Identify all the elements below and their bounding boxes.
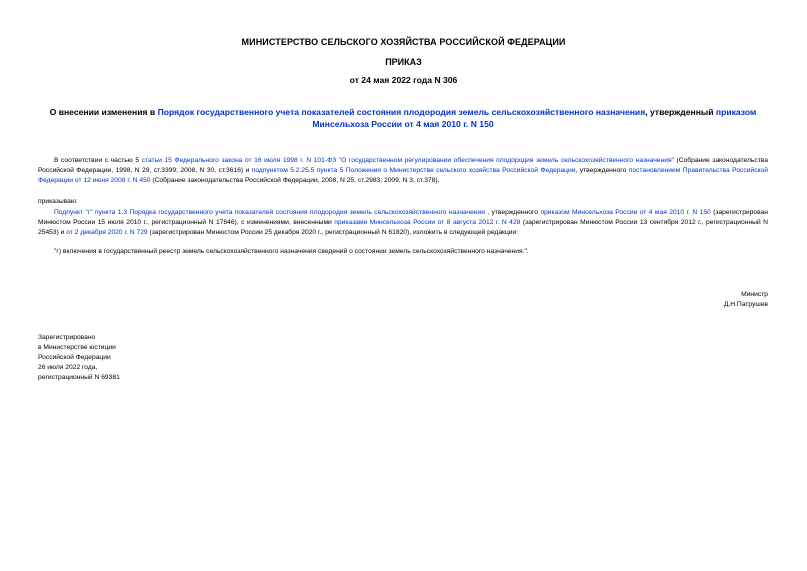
registration-line: в Министерстве юстиции — [38, 344, 116, 351]
title-link-order[interactable]: приказом — [715, 107, 757, 117]
document-title — [36, 106, 770, 130]
registration-line: регистрационный N 69381 — [38, 374, 120, 381]
registration-line: Российской Федерации — [38, 354, 111, 361]
title-text-2: , утвержденный — [645, 107, 716, 117]
p1-text-4: (Собрание законодательства Российской Федерации, 2008, N 25, ст.2983; 2009, N 3, ст.378), — [150, 177, 440, 184]
paragraph-basis — [38, 156, 768, 186]
doc-type-heading: ПРИКАЗ — [385, 57, 422, 67]
p1-text-3: , утвержденного — [575, 167, 629, 174]
p1-text-2: (Собрание законодательства Российской Федерации, 1998, N 29, ст.3399; 2008, N 30, ст.3616) и — [38, 157, 768, 174]
paragraph-amendment — [38, 208, 768, 238]
signature-block — [724, 290, 768, 310]
title-link-minselkhoz[interactable]: Минсельхоза России от 4 мая 2010 г. N 150 — [312, 119, 494, 129]
registration-block — [38, 333, 120, 383]
p3-text-1: , утвержденного — [484, 209, 541, 216]
p1-text-1: В соответствии с частью 5 — [54, 157, 142, 164]
p3-link-order-428[interactable]: приказами Минсельхоза России от 8 августа 2012 г. N 428 — [334, 219, 521, 226]
registration-line: Зарегистрировано — [38, 334, 96, 341]
title-link-procedure[interactable]: Порядок государственного учета показателей состояния плодородия земель сельскохозяйственного назначения — [157, 107, 646, 117]
p3-text-2: (зарегистрирован Минюстом России 15 июля 2010 г., регистрационный N 17846), с изменениями, внесенными — [38, 209, 768, 226]
registration-line: 26 июля 2022 года, — [38, 364, 98, 371]
signature-position: Министр — [741, 291, 768, 298]
p1-link-law[interactable]: статьи 15 Федерального закона от 16 июля 1998 г. N 101-ФЗ "О государственном регулировании обеспечения плодородия земель сельскохозяйственного назначения" — [141, 157, 674, 164]
date-number-heading: от 24 мая 2022 года N 306 — [349, 75, 458, 85]
p1-link-resolution[interactable]: постановлением Правительства Российской Федерации от 12 июня 2008 г. N 450 — [38, 167, 769, 184]
p3-link-order-729[interactable]: от 2 декабря 2020 г. N 729 — [66, 229, 148, 236]
signature-name: Д.Н.Патрушев — [723, 301, 768, 308]
ministry-heading: МИНИСТЕРСТВО СЕЛЬСКОГО ХОЗЯЙСТВА РОССИЙСКОЙ ФЕДЕРАЦИИ — [241, 37, 566, 47]
p3-text-3: (зарегистрирован Минюстом России 13 сентября 2012 г., регистрационный N 25453) и — [38, 219, 769, 236]
p3-link-subclause[interactable]: Подпункт "г" пункта 1.3 Порядка государственного учета показателей состояния плодородия земель сельскохозяйственного назначения — [54, 209, 485, 216]
p3-link-order-150[interactable]: приказом Минсельхоза России от 4 мая 2010 г. N 150 — [540, 209, 711, 216]
p1-link-subclause[interactable]: подпунктом 5.2.25.5 пункта 5 Положения о Министерстве сельского хозяйства Российской Федерации — [251, 167, 576, 174]
p4-text: "г) включения в государственный реестр земель сельскохозяйственного назначения сведений о состоянии земель сельскохозяйственного назначения.". — [54, 248, 529, 255]
p3-text-4: (зарегистрирован Минюстом России 25 декабря 2020 г., регистрационный N 61820), изложить в следующей редакции: — [147, 229, 519, 236]
paragraph-order-word: приказываю: — [38, 198, 78, 205]
title-text-1: О внесении изменения в — [49, 107, 158, 117]
paragraph-new-wording — [38, 247, 768, 257]
